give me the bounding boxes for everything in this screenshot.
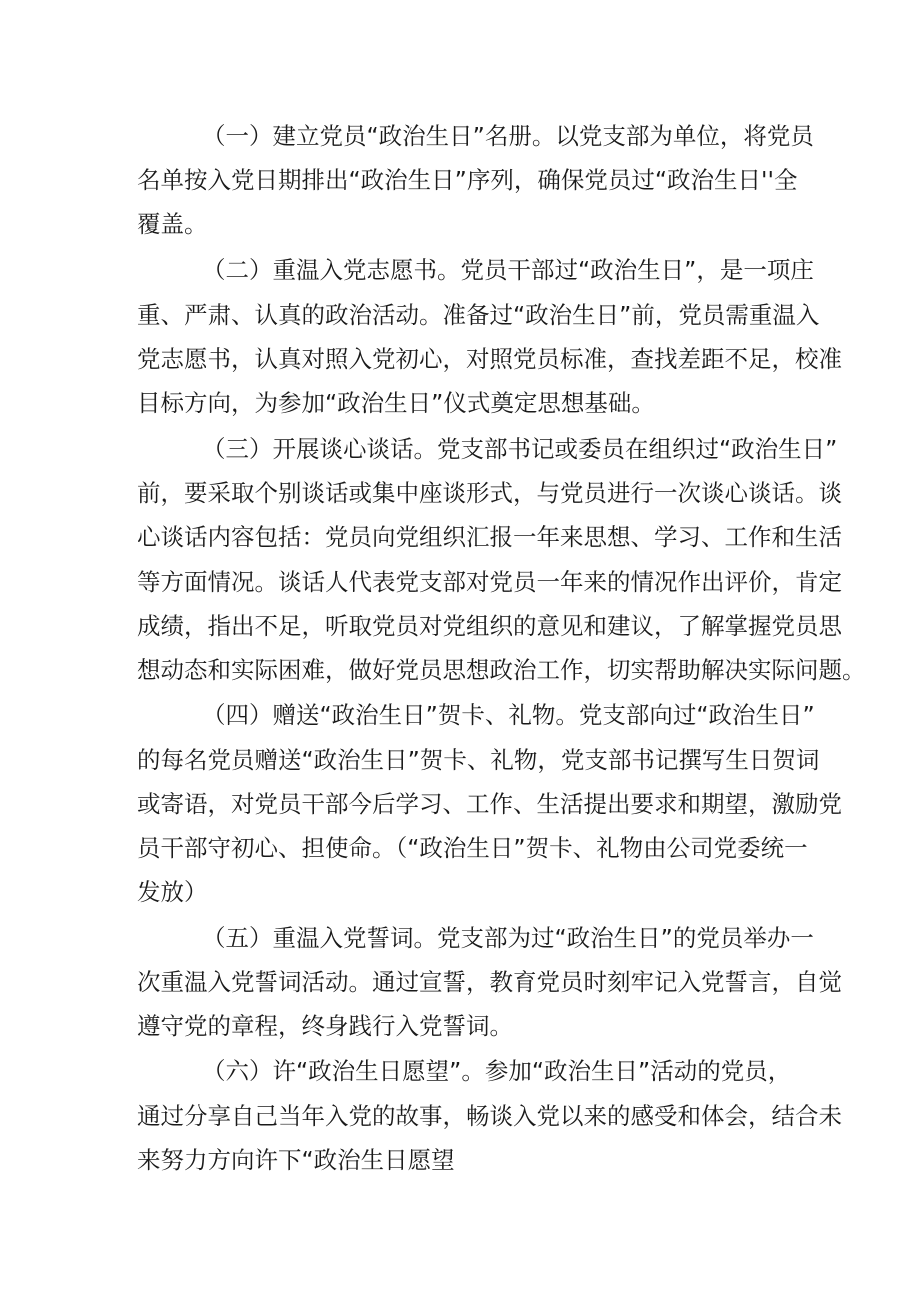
- paragraph-4-line-5: 发放）: [137, 878, 208, 906]
- paragraph-2-line-4: 目标方向，为参加“政治生日”仪式奠定思想基础。: [137, 389, 655, 417]
- paragraph-2-line-2: 重、严肃、认真的政治活动。准备过“政治生日”前，党员需重温入: [137, 301, 820, 329]
- paragraph-3-line-2: 前，要采取个别谈话或集中座谈形式，与党员进行一次谈心谈话。谈: [137, 479, 842, 507]
- paragraph-3-line-3: 心谈话内容包括：党员向党组织汇报一年来思想、学习、工作和生活: [137, 523, 842, 551]
- paragraph-6-line-1: （六）许“政治生日愿望”。参加“政治生日”活动的党员，: [202, 1057, 792, 1085]
- paragraph-4-line-4: 员干部守初心、担使命。（“政治生日”贺卡、礼物由公司党委统一: [137, 834, 808, 862]
- paragraph-3-line-4: 等方面情况。谈话人代表党支部对党员一年来的情况作出评价，肯定: [137, 568, 842, 596]
- paragraph-1-line-3: 覆盖。: [137, 210, 208, 238]
- paragraph-2-line-1: （二）重温入党志愿书。党员干部过“政治生日”，是一项庄: [202, 256, 814, 284]
- paragraph-6-line-2: 通过分享自己当年入党的故事，畅谈入党以来的感受和体会，结合未: [137, 1102, 842, 1130]
- paragraph-5-line-3: 遵守党的章程，终身践行入党誓词。: [137, 1012, 513, 1040]
- paragraph-3-line-6: 想动态和实际困难，做好党员思想政治工作，切实帮助解决实际问题。: [137, 656, 866, 684]
- paragraph-5-line-1: （五）重温入党誓词。党支部为过“政治生日”的党员举办一: [202, 924, 814, 952]
- paragraph-6-line-3: 来努力方向许下“政治生日愿望: [137, 1146, 455, 1174]
- paragraph-3-line-5: 成绩，指出不足，听取党员对党组织的意见和建议，了解掌握党员思: [137, 612, 842, 640]
- paragraph-1-line-1: （一）建立党员“政治生日”名册。以党支部为单位，将党员: [202, 122, 814, 150]
- paragraph-4-line-1: （四）赠送“政治生日”贺卡、礼物。党支部向过“政治生日”: [202, 701, 815, 729]
- paragraph-2-line-3: 党志愿书，认真对照入党初心，对照党员标准，查找差距不足，校准: [137, 345, 842, 373]
- paragraph-1-line-2: 名单按入党日期排出“政治生日”序列，确保党员过“政治生日''全: [137, 166, 798, 194]
- paragraph-3-line-1: （三）开展谈心谈话。党支部书记或委员在组织过“政治生日”: [202, 435, 838, 463]
- paragraph-4-line-3: 或寄语，对党员干部今后学习、工作、生活提出要求和期望，激励党: [137, 790, 842, 818]
- paragraph-4-line-2: 的每名党员赠送“政治生日”贺卡、礼物，党支部书记撰写生日贺词: [137, 746, 820, 774]
- paragraph-5-line-2: 次重温入党誓词活动。通过宣誓，教育党员时刻牢记入党誓言，自觉: [137, 968, 842, 996]
